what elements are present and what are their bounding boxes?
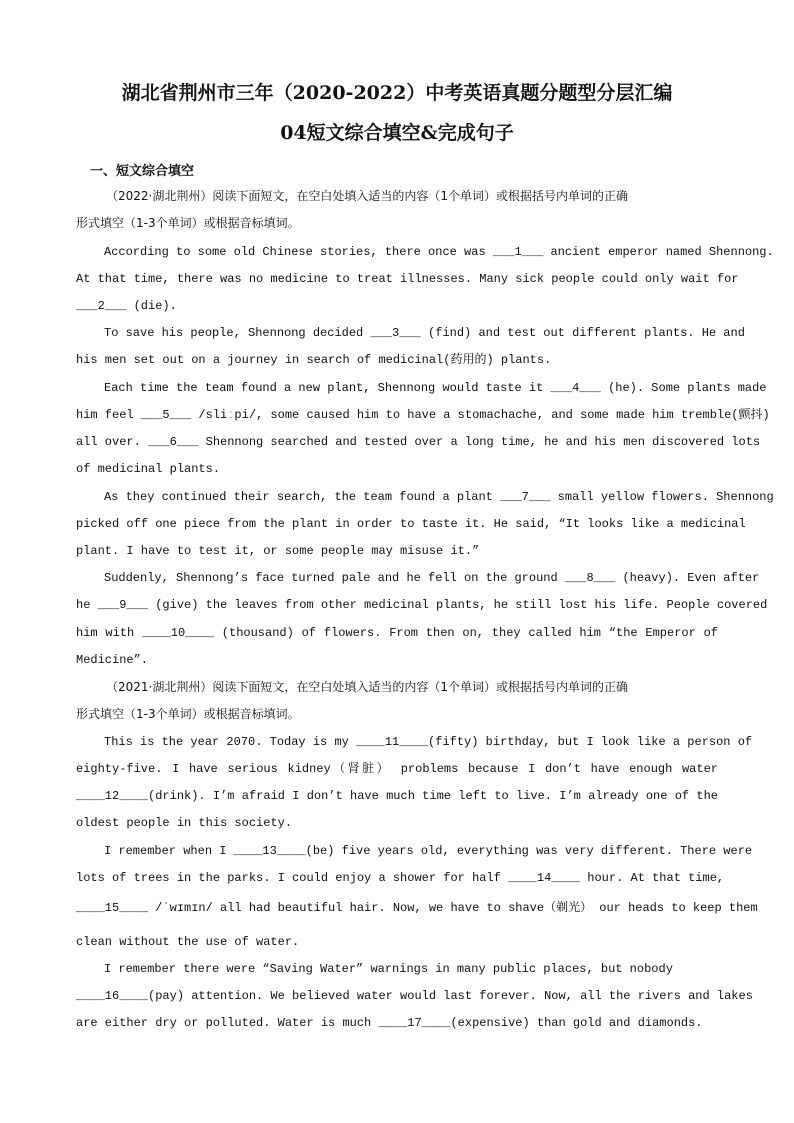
passage-line: of medicinal plants. [76,462,221,476]
passage-line: To save his people, Shennong decided ___3___ (find) and test out different plants. He and [104,326,745,340]
passage-line: ____15____ /ˈwɪmɪn/ all had beautiful hair. Now, we have to shave（剃光） our heads to keep them [76,901,758,915]
passage-line: ____16____(pay) attention. We believed water would last forever. Now, all the rivers and lakes [76,989,753,1003]
passage-line: I remember there were “Saving Water” warnings in many public places, but nobody [104,962,673,976]
document-subtitle: 04短文综合填空&完成句子 [280,122,514,144]
passage-line: oldest people in this society. [76,816,293,830]
passage-line: lots of trees in the parks. I could enjoy a shower for half ____14____ hour. At that time, [76,871,725,885]
passage-line: him feel ___5___ /sliːpi/, some caused him to have a stomachache, and some made him tremble(颤抖) [76,408,770,422]
passage-line: ___2___ (die). [76,299,177,313]
passage-line: As they continued their search, the team found a plant ___7___ small yellow flowers. Shennong [104,490,774,504]
passage-line: all over. ___6___ Shennong searched and tested over a long time, he and his men discovered lots [76,435,761,449]
passage-line: picked off one piece from the plant in order to taste it. He said, “It looks like a medicinal [76,517,746,531]
passage-line: I remember when I ____13____(be) five years old, everything was very different. There were [104,844,753,858]
instruction-line: （2021·湖北荆州）阅读下面短文，在空白处填入适当的内容（1个单词）或根据括号内单词的正确 [106,680,628,694]
passage-line: ____12____(drink). I’m afraid I don’t have much time left to live. I’m already one of the [76,789,718,803]
section-heading: 一、短文综合填空 [90,164,195,179]
passage-line: clean without the use of water. [76,935,300,949]
instruction-line: 形式填空（1-3个单词）或根据音标填词。 [76,216,300,230]
passage-line: Medicine”. [76,653,149,667]
passage-line: are either dry or polluted. Water is much ____17____(expensive) than gold and diamonds. [76,1016,703,1030]
passage-line: At that time, there was no medicine to treat illnesses. Many sick people could only wait for [76,272,739,286]
passage-line: he ___9___ (give) the leaves from other medicinal plants, he still lost his life. People covered [76,598,768,612]
passage-line: Suddenly, Shennong’s face turned pale and he fell on the ground ___8___ (heavy). Even after [104,571,760,585]
instruction-line: 形式填空（1-3个单词）或根据音标填词。 [76,707,300,721]
instruction-line: （2022·湖北荆州）阅读下面短文，在空白处填入适当的内容（1个单词）或根据括号内单词的正确 [106,189,628,203]
passage-line: eighty-five. I have serious kidney（肾脏） problems because I don’t have enough water [76,762,718,776]
document-title: 湖北省荆州市三年（2020-2022）中考英语真题分题型分层汇编 [121,82,673,104]
passage-line: This is the year 2070. Today is my ____11____(fifty) birthday, but I look like a person of [104,735,753,749]
passage-line: Each time the team found a new plant, Shennong would taste it ___4___ (he). Some plants made [104,381,767,395]
passage-line: his men set out on a journey in search of medicinal(药用的) plants. [76,353,552,367]
passage-line: him with ____10____ (thousand) of flowers. From then on, they called him “the Emperor of [76,626,718,640]
passage-line: According to some old Chinese stories, there once was ___1___ ancient emperor named Shennong. [104,245,774,259]
passage-line: plant. I have to test it, or some people may misuse it.” [76,544,480,558]
